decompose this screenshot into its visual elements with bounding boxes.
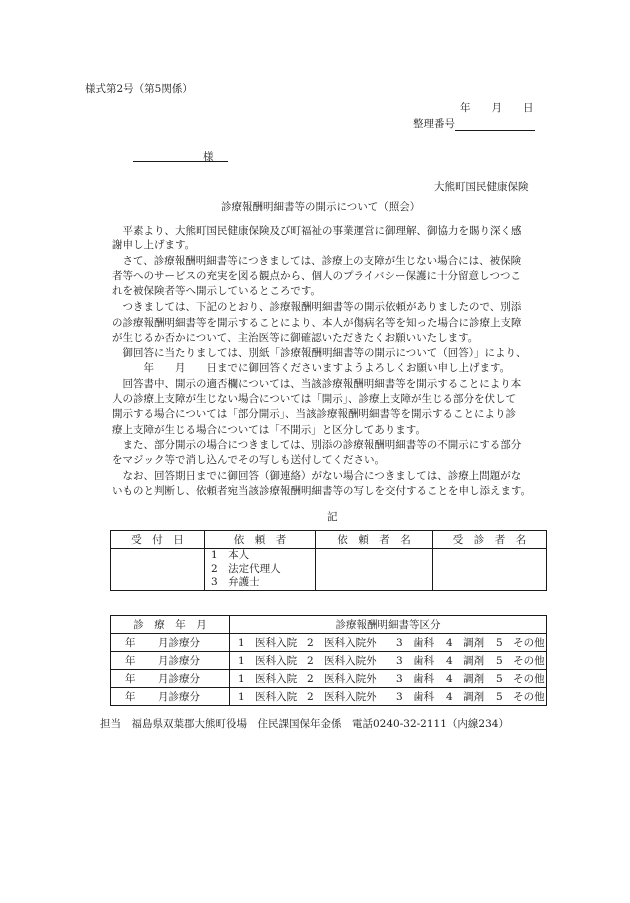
body-line: をマジック等で消し込んでその写しも送付してください。: [112, 454, 385, 466]
body-line: 年 月 日までに御回答くださいますようよろしくお願い申し上げます。: [112, 362, 511, 374]
relation-option: 1 本人: [211, 549, 250, 561]
date-line: 年 月 日: [460, 102, 534, 114]
category-option: 1 医科入院: [238, 673, 298, 685]
addressee-suffix: 様: [203, 150, 228, 162]
treatment-month-cell[interactable]: [111, 670, 230, 688]
year-label: 年: [125, 691, 136, 703]
reference-number-label: 整理番号: [413, 118, 455, 130]
category-option: 4 調剤: [446, 655, 485, 667]
category-option: 3 歯科: [396, 637, 435, 649]
request-table: [110, 530, 547, 591]
header-requester: 依 頼 者: [205, 531, 316, 549]
month-label: 月診療分: [158, 691, 200, 703]
relation-option: 3 弁護士: [211, 576, 260, 588]
ki-heading: 記: [327, 511, 338, 523]
contact-footer: 担当 福島県双葉郡大熊町役場 住民課国保年金係 電話0240-32-2111（内線234）: [100, 718, 509, 730]
year-label: 年: [125, 673, 136, 685]
body-line: 御回答に当たりましては、別紙「診療報酬明細書等の開示について（回答）」により、: [112, 347, 527, 359]
header-statement-category: 診療報酬明細書等区分: [230, 616, 547, 634]
treatment-month-cell[interactable]: [111, 652, 230, 670]
category-option: 4 調剤: [446, 691, 485, 703]
reference-number: [413, 117, 535, 131]
body-line: 開示する場合については「部分開示」、当該診療報酬明細書等を開示することにより診: [112, 408, 517, 420]
category-option: 2 医科入院外: [307, 673, 377, 685]
category-cell[interactable]: [230, 688, 547, 706]
requester-relation-cell[interactable]: [205, 549, 316, 591]
category-option: 4 調剤: [446, 637, 485, 649]
body-line: が生じるか否かについて、主治医等に御確認いただきたくお願いいたします。: [112, 332, 479, 344]
category-cell[interactable]: [230, 670, 547, 688]
body-line: 療上支障が生じる場合については「不開示」と区分してあります。: [112, 424, 426, 436]
category-option: 3 歯科: [396, 673, 435, 685]
form-number: 様式第2号（第5関係）: [85, 83, 193, 95]
body-line: 者等へのサービスの充実を図る観点から、個人のプライバシー保護に十分留意しつつこ: [112, 270, 521, 282]
reference-number-blank: [455, 119, 535, 131]
body-line: さて、診療報酬明細書等につきましては、診療上の支障が生じない場合には、被保険: [112, 255, 522, 267]
addressee: [133, 148, 228, 162]
table-row: [111, 688, 547, 706]
category-option: 2 医科入院外: [307, 637, 377, 649]
body-line: 回答書中、開示の適否欄については、当該診療報酬明細書等を開示することにより本: [112, 378, 522, 390]
category-option: 3 歯科: [396, 691, 435, 703]
patient-name-cell[interactable]: [433, 549, 547, 591]
category-option: 1 医科入院: [238, 637, 298, 649]
header-treatment-month: 診 療 年 月: [111, 616, 230, 634]
month-label: 月診療分: [158, 673, 200, 685]
received-date-cell[interactable]: [111, 549, 205, 591]
category-option: 2 医科入院外: [307, 691, 377, 703]
category-option: 1 医科入院: [238, 691, 298, 703]
category-cell[interactable]: [230, 634, 547, 652]
table-row: [111, 634, 547, 652]
category-option: 5 その他: [496, 673, 545, 685]
category-option: 2 医科入院外: [307, 655, 377, 667]
category-option: 5 その他: [496, 691, 545, 703]
body-line: いものと判断し、依頼者宛当該診療報酬明細書等の写しを交付することを申し添えます。: [112, 485, 532, 497]
header-requester-name: 依 頼 者 名: [316, 531, 433, 549]
treatment-month-cell[interactable]: [111, 688, 230, 706]
body-line: 平素より、大熊町国民健康保険及び町福祉の事業運営に御理解、御協力を賜り深く感: [112, 225, 522, 237]
year-label: 年: [125, 637, 136, 649]
body-line: なお、回答期日までに御回答（御連絡）がない場合につきましては、診療上問題がな: [112, 470, 522, 482]
category-option: 5 その他: [496, 637, 545, 649]
month-label: 月診療分: [158, 655, 200, 667]
category-option: 1 医科入院: [238, 655, 298, 667]
body-line: また、部分開示の場合につきましては、別添の診療報酬明細書等の不開示にする部分: [112, 439, 522, 451]
sender-name: 大熊町国民健康保険: [434, 181, 529, 193]
billing-table: [110, 615, 547, 706]
relation-option: 2 法定代理人: [211, 562, 281, 575]
treatment-month-cell[interactable]: [111, 634, 230, 652]
requester-name-cell[interactable]: [316, 549, 433, 591]
body-line: つきましては、下記のとおり、診療報酬明細書等の開示依頼がありましたので、別添: [112, 301, 522, 313]
category-option: 3 歯科: [396, 655, 435, 667]
page-title: 診療報酬明細書等の開示について（照会）: [221, 201, 421, 213]
category-cell[interactable]: [230, 652, 547, 670]
year-label: 年: [125, 655, 136, 667]
body-line: れを被保険者等へ開示しているところです。: [112, 285, 322, 297]
category-option: 5 その他: [496, 655, 545, 667]
header-received-date: 受 付 日: [111, 531, 205, 549]
body-line: 人の診療上支障が生じない場合については「開示」、診療上支障が生じる部分を伏して: [112, 393, 517, 405]
body-line: 謝申し上げます。: [112, 239, 196, 251]
month-label: 月診療分: [158, 637, 200, 649]
header-patient-name: 受 診 者 名: [433, 531, 547, 549]
table-row: [111, 670, 547, 688]
body-line: の診療報酬明細書等を開示することにより、本人が傷病名等を知った場合に診療上支障: [112, 317, 522, 329]
table-row: [111, 652, 547, 670]
addressee-blank: [133, 150, 203, 162]
category-option: 4 調剤: [446, 673, 485, 685]
